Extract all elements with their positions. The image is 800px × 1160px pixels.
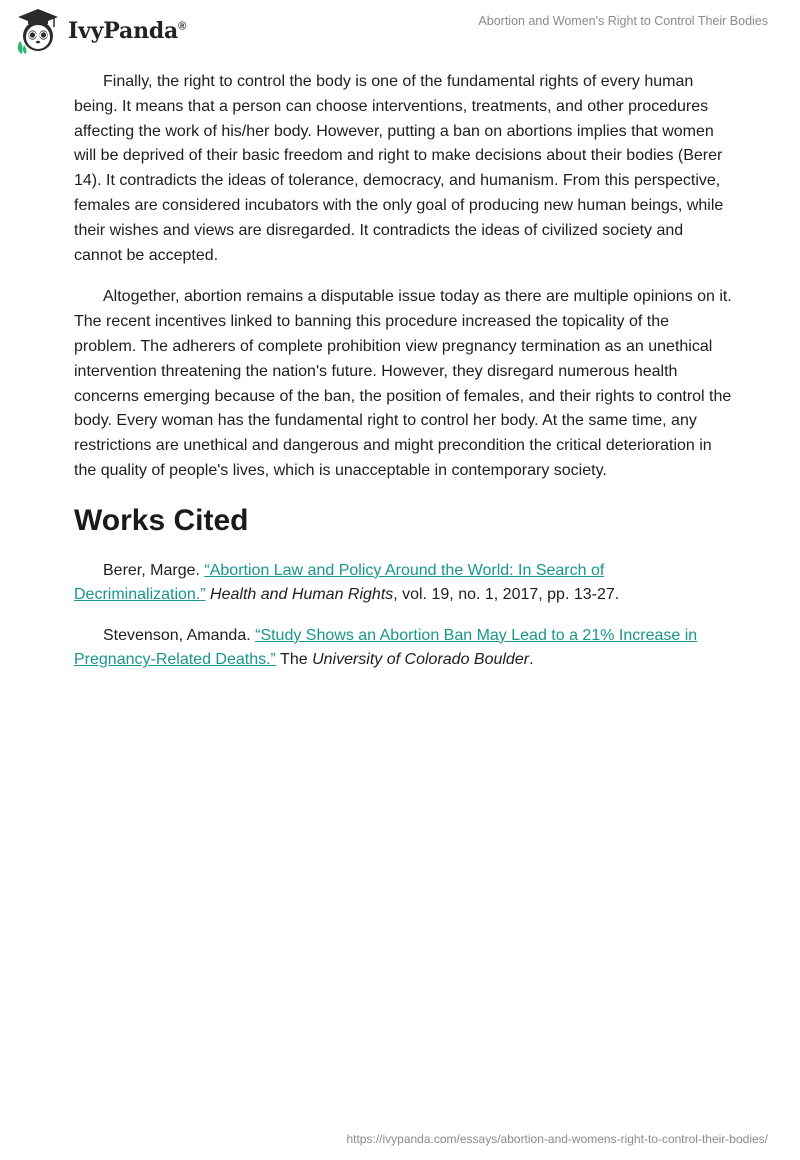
citation-entry-2: [74, 624, 734, 673]
panda-graduate-icon: [14, 7, 62, 55]
citation-entry-1: [74, 559, 734, 608]
citation-details: , vol. 19, no. 1, 2017, pp. 13-27.: [393, 586, 620, 604]
citation-the: The: [275, 651, 313, 669]
registered-mark: ®: [178, 20, 187, 33]
brand-logo[interactable]: [14, 7, 186, 55]
citation-journal: Health and Human Rights: [210, 586, 394, 604]
brand-name-text: IvyPanda: [68, 18, 179, 44]
brand-name: [68, 18, 186, 44]
works-cited-heading: Works Cited: [74, 503, 249, 537]
citation-author: Berer, Marge.: [103, 561, 200, 579]
footer-url[interactable]: https://ivypanda.com/essays/abortion-and-womens-right-to-control-their-bodies/: [346, 1132, 768, 1146]
citation-author: Stevenson, Amanda.: [103, 626, 251, 644]
citation-end: .: [529, 651, 534, 669]
document-title: Abortion and Women's Right to Control Their Bodies: [478, 14, 768, 28]
citation-link-2[interactable]: “Study Shows an Abortion Ban May Lead to a 21% Increase in Pregnancy-Related Deaths.”: [74, 626, 698, 669]
body-paragraph-2: Altogether, abortion remains a disputable issue today as there are multiple opinions on it. The recent incentives linked to banning this procedure increased the topicality of the problem. The adherers of complete prohibition view pregnancy termination as an unethical intervention threatening the nation's future. However, they disregard numerous health concerns emerging because of the ban, the position of females, and their rights to control the body. Every woman has the fundamental right to control her body. At the same time, any restrictions are unethical and dangerous and might precondition the critical deterioration in the quality of people's lives, which is unacceptable in contemporary society.: [74, 288, 732, 479]
citation-source: University of Colorado Boulder: [312, 651, 530, 669]
essay-content: [74, 70, 734, 689]
page-header: [0, 0, 800, 64]
body-paragraph-1: Finally, the right to control the body is one of the fundamental rights of every human being. It means that a person can choose interventions, treatments, and other procedures affecting the work of his/her body. However, putting a ban on abortions implies that women will be deprived of their basic freedom and right to make decisions about their bodies (Berer 14). It contradicts the ideas of tolerance, democracy, and humanism. From this perspective, females are considered incubators with the only goal of producing new human beings, while their wishes and views are disregarded. It contradicts the ideas of civilized society and cannot be accepted.: [74, 73, 724, 264]
citation-link-1[interactable]: “Abortion Law and Policy Around the World: In Search of Decriminalization.”: [74, 561, 605, 604]
